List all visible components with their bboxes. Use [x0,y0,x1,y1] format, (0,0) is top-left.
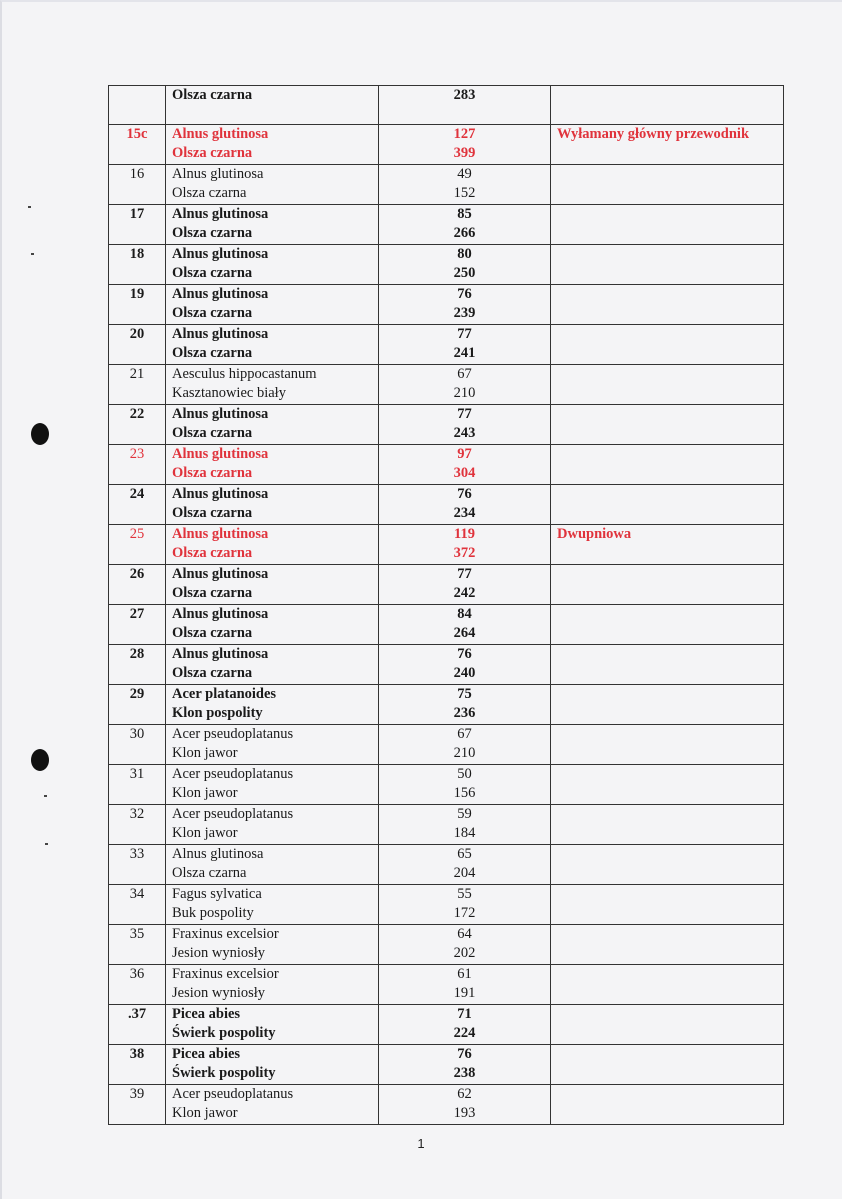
tree-number: 32 [129,805,145,822]
polish-name: Klon jawor [172,745,238,761]
notes-cell [551,244,784,284]
measurement-cell [379,404,551,444]
scan-speck [28,206,31,208]
latin-name: Acer pseudoplatanus [172,1085,294,1102]
trunk-value-2: 242 [453,585,476,601]
trunk-value-1: 50 [457,765,472,782]
notes-cell [551,204,784,244]
latin-name: Acer pseudoplatanus [172,805,294,822]
tree-number-cell [109,86,166,125]
tree-number: 20 [129,325,145,342]
table-body [109,86,784,1125]
measurement-cell [379,324,551,364]
species-cell [166,284,379,324]
tree-number-cell [109,644,166,684]
species-cell [166,204,379,244]
tree-number-cell [109,724,166,764]
table-row [109,324,784,364]
polish-name: Świerk pospolity [172,1065,276,1081]
trunk-value-2: 243 [453,425,476,441]
notes-cell [551,364,784,404]
polish-name: Kasztanowiec biały [172,385,286,401]
tree-number: 28 [129,645,145,662]
trunk-value-2: 204 [453,865,476,881]
latin-name: Alnus glutinosa [172,285,269,302]
table-row [109,964,784,1004]
latin-name: Alnus glutinosa [172,565,269,582]
trunk-value-1: 127 [453,125,476,142]
species-cell [166,884,379,924]
notes-cell [551,764,784,804]
tree-number: 22 [129,405,145,422]
polish-name: Olsza czarna [172,185,247,201]
species-cell [166,86,379,125]
measurement-cell [379,1044,551,1084]
latin-name: Acer platanoides [172,685,277,702]
latin-name: Acer pseudoplatanus [172,725,294,742]
species-cell [166,1044,379,1084]
species-cell [166,844,379,884]
notes-cell [551,924,784,964]
species-cell [166,1084,379,1124]
tree-number: 35 [129,925,145,942]
measurement-cell [379,364,551,404]
measurement-cell [379,484,551,524]
trunk-value-2: 193 [453,1105,476,1121]
polish-name: Jesion wyniosły [172,985,266,1001]
trunk-value-1: 80 [457,245,472,262]
tree-number: 17 [129,205,145,222]
punch-hole-bottom [31,749,49,771]
species-cell [166,324,379,364]
table-row [109,524,784,564]
trunk-value-2: 266 [453,225,476,241]
tree-number: 27 [129,605,145,622]
tree-number-cell [109,244,166,284]
latin-name: Acer pseudoplatanus [172,765,294,782]
latin-name: Picea abies [172,1005,241,1022]
punch-hole-top [31,423,49,445]
scan-speck [45,843,48,845]
polish-name: Jesion wyniosły [172,945,266,961]
species-cell [166,684,379,724]
tree-number-cell [109,364,166,404]
polish-name: Olsza czarna [172,585,253,601]
polish-name: Olsza czarna [172,145,253,161]
trunk-value-2: 372 [453,545,476,561]
species-cell [166,1004,379,1044]
tree-number-cell [109,484,166,524]
latin-name: Alnus glutinosa [172,605,269,622]
measurement-cell [379,684,551,724]
notes-cell [551,724,784,764]
tree-number: 15c [126,125,148,142]
trunk-value-2: 224 [453,1025,476,1041]
notes-cell [551,884,784,924]
trunk-value-1: 65 [457,845,472,862]
trunk-value-2: 210 [453,385,476,401]
polish-name: Świerk pospolity [172,1025,276,1041]
species-cell [166,804,379,844]
species-cell [166,444,379,484]
tree-number-cell [109,684,166,724]
table-row [109,404,784,444]
table-row [109,844,784,884]
table-row [109,444,784,484]
tree-number: 31 [129,765,145,782]
species-cell [166,564,379,604]
species-cell [166,404,379,444]
species-cell [166,164,379,204]
tree-number-cell [109,804,166,844]
tree-number: 19 [129,285,145,302]
tree-number: 23 [129,445,145,462]
notes-cell [551,1084,784,1124]
table-row [109,364,784,404]
trunk-value-1: 55 [457,885,472,902]
tree-number-cell [109,844,166,884]
notes-cell [551,564,784,604]
table-row [109,204,784,244]
notes-cell [551,444,784,484]
species-cell [166,364,379,404]
table-row [109,1044,784,1084]
table-row [109,684,784,724]
trunk-value-1: 76 [457,285,472,302]
scan-speck [31,253,34,255]
polish-name: Olsza czarna [172,505,253,521]
measurement-cell [379,444,551,484]
trunk-value-2: 234 [453,505,476,521]
measurement-cell [379,724,551,764]
trunk-value-1: 75 [457,685,472,702]
notes-cell [551,324,784,364]
tree-number: 29 [129,685,145,702]
tree-number: 25 [129,525,145,542]
polish-name: Olsza czarna [172,665,253,681]
polish-name: Olsza czarna [172,865,247,881]
measurement-cell [379,1084,551,1124]
polish-name: Olsza czarna [172,265,253,281]
tree-number-cell [109,1044,166,1084]
trunk-value-1: 77 [457,325,472,342]
species-cell [166,124,379,164]
measurement-cell [379,164,551,204]
tree-number: 16 [129,165,145,182]
table-row [109,284,784,324]
tree-number-cell [109,164,166,204]
latin-name: Alnus glutinosa [172,325,269,342]
polish-name: Olsza czarna [172,465,253,481]
tree-number: 21 [129,365,145,382]
polish-name: Klon pospolity [172,705,263,721]
trunk-value-2: 250 [453,265,476,281]
tree-number: 33 [129,845,145,862]
latin-name: Picea abies [172,1045,241,1062]
tree-number: 30 [129,725,145,742]
table-row [109,484,784,524]
notes-cell [551,1044,784,1084]
latin-name: Alnus glutinosa [172,485,269,502]
trunk-value-1: 67 [457,725,472,742]
note-text: Wyłamany główny przewodnik [557,125,750,142]
species-cell [166,964,379,1004]
latin-name: Alnus glutinosa [172,445,269,462]
trunk-value-1: 76 [457,1045,472,1062]
tree-number: 26 [129,565,145,582]
latin-name: Fagus sylvatica [172,885,262,902]
notes-cell [551,404,784,444]
tree-number: 24 [129,485,145,502]
page-number: 1 [417,1136,425,1151]
trunk-value-1: 77 [457,405,472,422]
latin-name: Alnus glutinosa [172,165,264,182]
trunk-value-2: 152 [453,185,476,201]
tree-inventory-table [108,85,784,1125]
latin-name: Alnus glutinosa [172,245,269,262]
species-cell [166,764,379,804]
trunk-value-1: 283 [453,87,476,103]
notes-cell [551,844,784,884]
latin-name: Alnus glutinosa [172,125,269,142]
tree-number-cell [109,444,166,484]
trunk-value-1: 71 [457,1005,472,1022]
measurement-cell [379,924,551,964]
table-row [109,804,784,844]
trunk-value-2: 304 [453,465,476,481]
notes-cell [551,86,784,125]
polish-name: Olsza czarna [172,625,253,641]
species-cell [166,644,379,684]
tree-number-cell [109,204,166,244]
tree-number-cell [109,524,166,564]
tree-number: 38 [129,1045,145,1062]
trunk-value-1: 59 [457,805,472,822]
measurement-cell [379,804,551,844]
table-row [109,244,784,284]
tree-number: 18 [129,245,145,262]
trunk-value-2: 241 [453,345,476,361]
latin-name: Alnus glutinosa [172,645,269,662]
trunk-value-2: 172 [453,905,476,921]
trunk-value-2: 191 [453,985,476,1001]
table-row [109,644,784,684]
trunk-value-1: 119 [454,525,475,542]
trunk-value-2: 238 [453,1065,476,1081]
measurement-cell [379,644,551,684]
trunk-value-1: 76 [457,485,472,502]
polish-name: Olsza czarna [172,305,253,321]
tree-number-cell [109,404,166,444]
notes-cell [551,164,784,204]
table-row [109,1004,784,1044]
notes-cell [551,644,784,684]
trunk-value-2: 240 [453,665,476,681]
tree-number-cell [109,604,166,644]
notes-cell [551,1004,784,1044]
notes-cell [551,284,784,324]
latin-name: Alnus glutinosa [172,525,269,542]
measurement-cell [379,244,551,284]
measurement-cell [379,604,551,644]
measurement-cell [379,284,551,324]
trunk-value-2: 399 [453,145,476,161]
scan-speck [44,795,47,797]
trunk-value-1: 76 [457,645,472,662]
polish-name: Klon jawor [172,825,238,841]
polish-name: Klon jawor [172,785,238,801]
trunk-value-1: 64 [457,925,472,942]
polish-name: Klon jawor [172,1105,238,1121]
trunk-value-1: 62 [457,1085,472,1102]
polish-name: Olsza czarna [172,425,253,441]
polish-name: Olsza czarna [172,225,253,241]
table-row [109,604,784,644]
table-row [109,724,784,764]
trunk-value-2: 184 [453,825,476,841]
species-cell [166,604,379,644]
trunk-value-1: 49 [457,165,472,182]
measurement-cell [379,964,551,1004]
table-row [109,564,784,604]
trunk-value-1: 67 [457,365,472,382]
trunk-value-2: 264 [453,625,476,641]
tree-number-cell [109,764,166,804]
measurement-cell [379,524,551,564]
trunk-value-2: 156 [453,785,476,801]
trunk-value-2: 202 [453,945,476,961]
latin-name: Fraxinus excelsior [172,925,279,942]
species-cell [166,524,379,564]
table-row [109,164,784,204]
tree-number: 39 [129,1085,145,1102]
trunk-value-2: 239 [453,305,476,321]
tree-number-cell [109,124,166,164]
trunk-value-1: 61 [457,965,472,982]
measurement-cell [379,884,551,924]
table-row [109,764,784,804]
measurement-cell [379,86,551,125]
table-row [109,924,784,964]
tree-number-cell [109,1084,166,1124]
measurement-cell [379,124,551,164]
notes-cell [551,804,784,844]
polish-name: Olsza czarna [172,545,253,561]
notes-cell [551,524,784,564]
latin-name: Alnus glutinosa [172,205,269,222]
latin-name: Olsza czarna [172,87,253,103]
trunk-value-2: 236 [453,705,476,721]
tree-number-cell [109,884,166,924]
tree-number-cell [109,1004,166,1044]
trunk-value-1: 85 [457,205,472,222]
table-row [109,884,784,924]
species-cell [166,724,379,764]
latin-name: Fraxinus excelsior [172,965,279,982]
notes-cell [551,684,784,724]
table-row [109,1084,784,1124]
latin-name: Alnus glutinosa [172,405,269,422]
notes-cell [551,964,784,1004]
tree-number: 34 [129,885,145,902]
latin-name: Alnus glutinosa [172,845,264,862]
measurement-cell [379,204,551,244]
measurement-cell [379,764,551,804]
species-cell [166,924,379,964]
polish-name: Olsza czarna [172,345,253,361]
trunk-value-1: 97 [457,445,472,462]
latin-name: Aesculus hippocastanum [172,365,317,382]
table-row [109,86,784,125]
species-cell [166,484,379,524]
measurement-cell [379,564,551,604]
trunk-value-1: 84 [457,605,472,622]
measurement-cell [379,1004,551,1044]
tree-number-cell [109,964,166,1004]
notes-cell [551,124,784,164]
tree-number: 36 [129,965,145,982]
trunk-value-2: 210 [453,745,476,761]
tree-number-cell [109,324,166,364]
tree-number-cell [109,284,166,324]
note-text: Dwupniowa [557,525,632,542]
tree-number: .37 [127,1005,147,1022]
notes-cell [551,604,784,644]
table-row [109,124,784,164]
measurement-cell [379,844,551,884]
species-cell [166,244,379,284]
tree-number-cell [109,924,166,964]
tree-number-cell [109,564,166,604]
trunk-value-1: 77 [457,565,472,582]
polish-name: Buk pospolity [172,905,254,921]
notes-cell [551,484,784,524]
